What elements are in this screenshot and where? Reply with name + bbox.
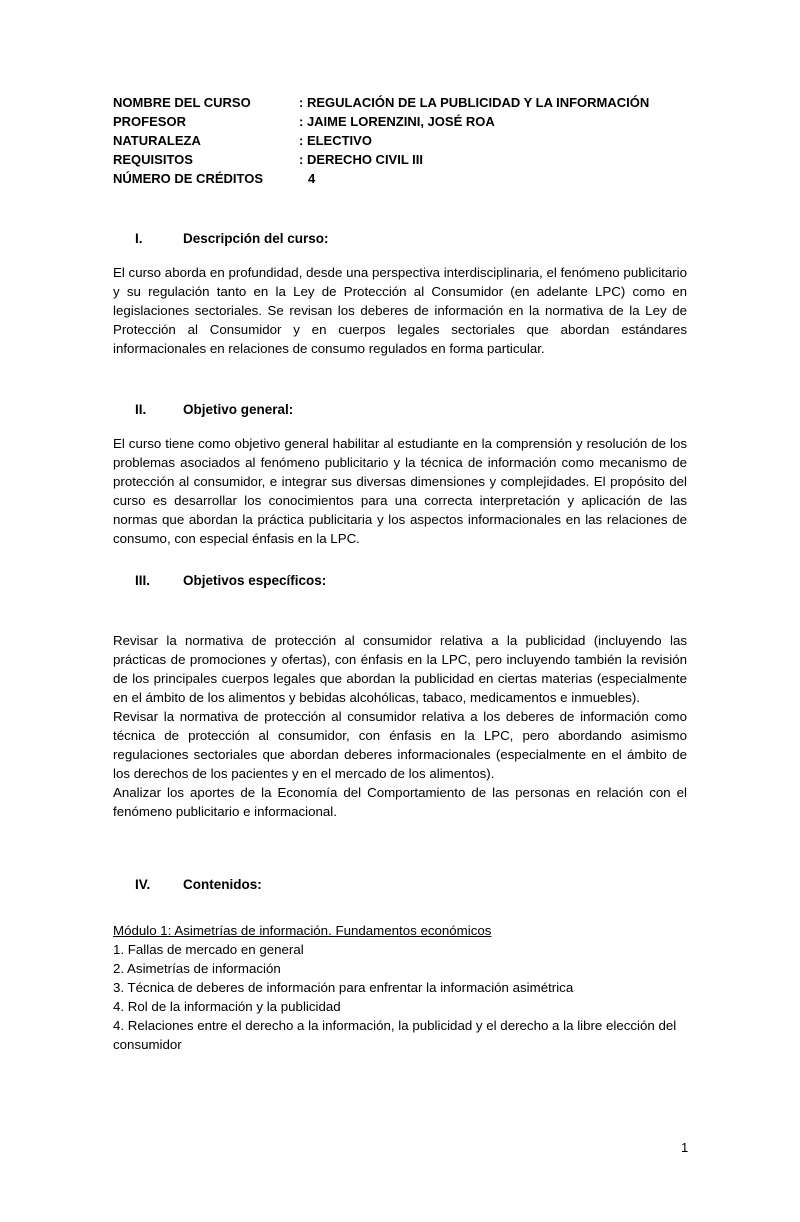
list-item: 3. Técnica de deberes de información para enfrentar la información asimétrica — [113, 980, 574, 995]
list-item: 4. Rol de la información y la publicidad — [113, 999, 341, 1014]
paragraph: El curso tiene como objetivo general habilitar al estudiante en la comprensión y resolución de los problemas asociados al fenómeno publicitario y la técnica de información como mecanismo de protección al consumidor, e integrar sus diversas dimensiones y complejidades. El propósito del curso es desarrollar los conocimientos para una correcta interpretación y aplicación de las normas que abordan la práctica publicitaria y los aspectos informacionales en las relaciones de consumo, con especial énfasis en la LPC. — [113, 436, 687, 546]
section-title: Contenidos: — [183, 877, 262, 892]
value: : JAIME LORENZINI, JOSÉ ROA — [299, 114, 495, 129]
paragraph: Revisar la normativa de protección al consumidor relativa a los deberes de información como técnica de protección al consumidor, con énfasis en la LPC, pero abordando asimismo regulaciones sectoriales que abordan deberes informacionales (especialmente en el ámbito de los derechos de los pacientes y en el mercado de los alimentos). — [113, 709, 687, 781]
label: REQUISITOS — [113, 152, 193, 167]
page-number: 1 — [681, 1140, 689, 1155]
label: NATURALEZA — [113, 133, 201, 148]
credits-row — [113, 169, 687, 188]
list-item: 4. Relaciones entre el derecho a la información, la publicidad y el derecho a la libre elección del consumidor — [113, 1018, 677, 1052]
nature-row — [113, 131, 687, 150]
professor-row — [113, 112, 687, 131]
section-heading-1 — [113, 231, 687, 246]
section-title: Descripción del curso: — [183, 231, 329, 246]
section-title: Objetivos específicos: — [183, 573, 327, 588]
paragraph: El curso aborda en profundidad, desde una perspectiva interdisciplinaria, el fenómeno publicitario y su regulación tanto en la Ley de Protección al Consumidor (en adelante LPC) como en legislaciones sectoriales. Se revisan los deberes de información en la normativa de la Ley de Protección al Consumidor y en cuerpos legales sectoriales que abordan estándares informacionales en relaciones de consumo regulados en forma particular. — [113, 265, 687, 356]
section-number: II. — [135, 402, 147, 417]
section-heading-2 — [113, 402, 687, 417]
value: : REGULACIÓN DE LA PUBLICIDAD Y LA INFORMACIÓN — [299, 95, 650, 110]
label: NOMBRE DEL CURSO — [113, 95, 251, 110]
section-title: Objetivo general: — [183, 402, 294, 417]
label: NÚMERO DE CRÉDITOS — [113, 171, 263, 186]
course-info — [113, 93, 687, 188]
module-title: Módulo 1: Asimetrías de información. Fundamentos económicos — [113, 923, 492, 938]
list-item: 1. Fallas de mercado en general — [113, 942, 304, 957]
paragraph: Analizar los aportes de la Economía del Comportamiento de las personas en relación con el fenómeno publicitario e informacional. — [113, 785, 687, 819]
paragraph: Revisar la normativa de protección al consumidor relativa a la publicidad (incluyendo las prácticas de promociones y ofertas), con énfasis en la LPC, pero incluyendo también la revisión de los principales cuerpos legales que abordan la publicidad en ciertas materias (especialmente en el ámbito de los alimentos y bebidas alcohólicas, tabaco, medicamentos e inmuebles). — [113, 633, 687, 705]
section-number: III. — [135, 573, 151, 588]
specific-objectives — [113, 631, 687, 821]
contents-list — [113, 921, 687, 1054]
section-heading-4 — [113, 877, 687, 892]
section-number: I. — [135, 231, 143, 246]
section-number: IV. — [135, 877, 151, 892]
course-name-row — [113, 93, 687, 112]
value: : DERECHO CIVIL III — [299, 152, 423, 167]
label: PROFESOR — [113, 114, 186, 129]
requirements-row — [113, 150, 687, 169]
section-heading-3 — [113, 573, 687, 588]
value: 4 — [308, 171, 316, 186]
value: : ELECTIVO — [299, 133, 372, 148]
list-item: 2. Asimetrías de información — [113, 961, 281, 976]
